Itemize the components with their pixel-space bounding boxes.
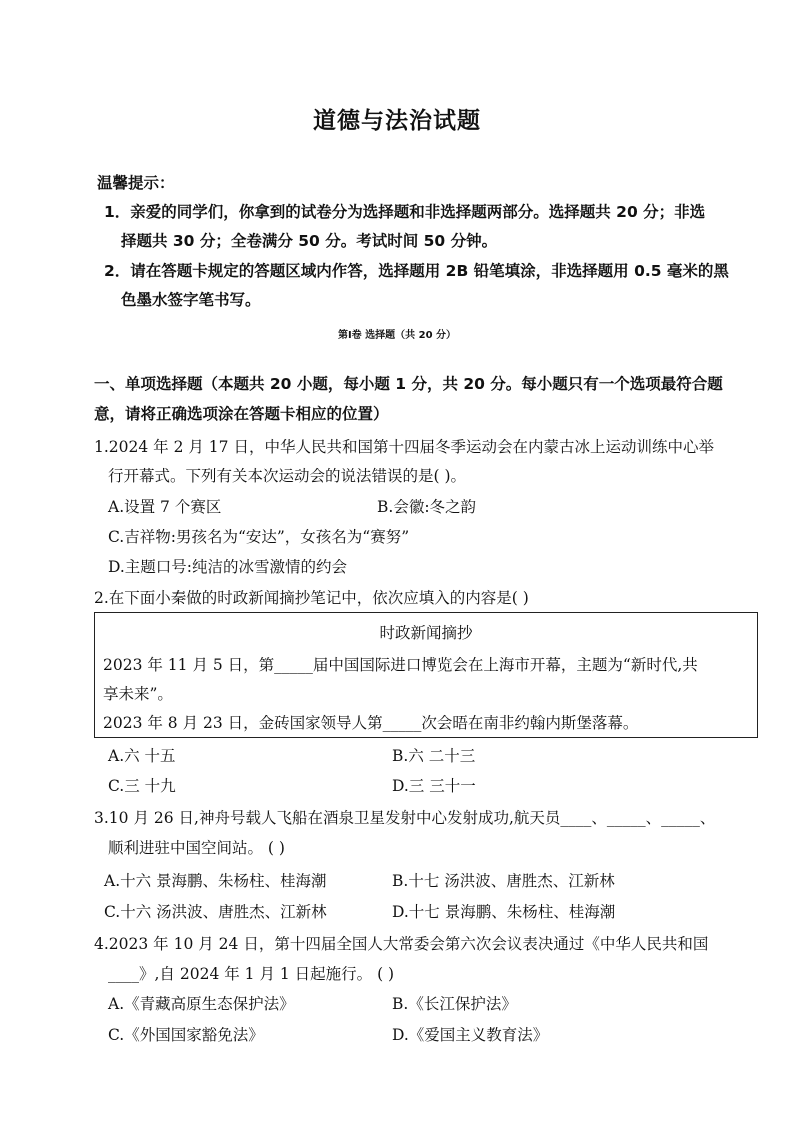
q1-stem-line-1: 1.2024 年 2 月 17 日，中华人民共和国第十四届冬季运动会在内蒙古冰上运动训练中心举: [94, 438, 714, 456]
news-excerpt-box: [94, 612, 758, 738]
tip-2-line-1: 2．请在答题卡规定的答题区域内作答，选择题用 2B 铅笔填涂，非选择题用 0.5 毫米的黑: [104, 262, 729, 280]
q4-option-b: B.《长江保护法》: [392, 995, 517, 1013]
tip-2-line-2: 色墨水签字笔书写。: [121, 291, 261, 309]
news-excerpt-title: 时政新闻摘抄: [379, 624, 473, 642]
q2-option-a: A.六 十五: [108, 747, 176, 765]
q1-option-b: B.会徽:冬之韵: [377, 498, 477, 516]
tips-heading: 温馨提示：: [97, 174, 175, 192]
section-title: 第Ⅰ卷 选择题（共 20 分）: [337, 330, 457, 341]
news-excerpt-line-3: 2023 年 8 月 23 日，金砖国家领导人第_____次会晤在南非约翰内斯堡落幕。: [103, 714, 639, 732]
part1-instructions-line-2: 意，请将正确选项涂在答题卡相应的位置）: [94, 405, 389, 423]
q1-option-c: C.吉祥物:男孩名为“安达”，女孩名为“赛努”: [108, 528, 410, 546]
tip-1-line-2: 择题共 30 分；全卷满分 50 分。考试时间 50 分钟。: [121, 232, 498, 250]
q3-option-a: A.十六 景海鹏、朱杨柱、桂海潮: [104, 872, 327, 890]
q1-option-a: A.设置 7 个赛区: [108, 498, 222, 516]
q1-stem-line-2: 行开幕式。下列有关本次运动会的说法错误的是( )。: [108, 467, 467, 485]
q3-stem-line-1: 3.10 月 26 日,神舟号载人飞船在酒泉卫星发射中心发射成功,航天员____、_____、_____、: [94, 809, 716, 827]
q4-option-a: A.《青藏高原生态保护法》: [108, 995, 295, 1013]
q3-stem-line-2: 顺利进驻中国空间站。 ( ): [108, 839, 285, 857]
tip-1-line-1: 1．亲爱的同学们，你拿到的试卷分为选择题和非选择题两部分。选择题共 20 分；非选: [104, 203, 706, 221]
q4-option-d: D.《爱国主义教育法》: [392, 1026, 549, 1044]
q2-stem: 2.在下面小秦做的时政新闻摘抄笔记中，依次应填入的内容是( ): [94, 589, 529, 607]
news-excerpt-line-2: 享未来”。: [103, 685, 173, 703]
q4-stem-line-2: ____》,自 2024 年 1 月 1 日起施行。 ( ): [108, 965, 395, 983]
q2-option-b: B.六 二十三: [392, 747, 476, 765]
q2-option-d: D.三 三十一: [392, 777, 476, 795]
q4-option-c: C.《外国国家豁免法》: [108, 1026, 264, 1044]
exam-title: 道德与法治试题: [313, 108, 481, 134]
q4-stem-line-1: 4.2023 年 10 月 24 日，第十四届全国人大常委会第六次会议表决通过《中华人民共和国: [94, 935, 709, 953]
part1-instructions-line-1: 一、单项选择题（本题共 20 小题，每小题 1 分，共 20 分。每小题只有一个选项最符合题: [94, 375, 723, 393]
q2-option-c: C.三 十九: [108, 777, 176, 795]
news-excerpt-line-1: 2023 年 11 月 5 日，第_____届中国国际进口博览会在上海市开幕，主题为“新时代,共: [103, 656, 698, 674]
q3-option-c: C.十六 汤洪波、唐胜杰、江新林: [104, 903, 327, 921]
q3-option-d: D.十七 景海鹏、朱杨柱、桂海潮: [392, 903, 616, 921]
q3-option-b: B.十七 汤洪波、唐胜杰、江新林: [392, 872, 615, 890]
q1-option-d: D.主题口号:纯洁的冰雪激情的约会: [108, 558, 348, 576]
